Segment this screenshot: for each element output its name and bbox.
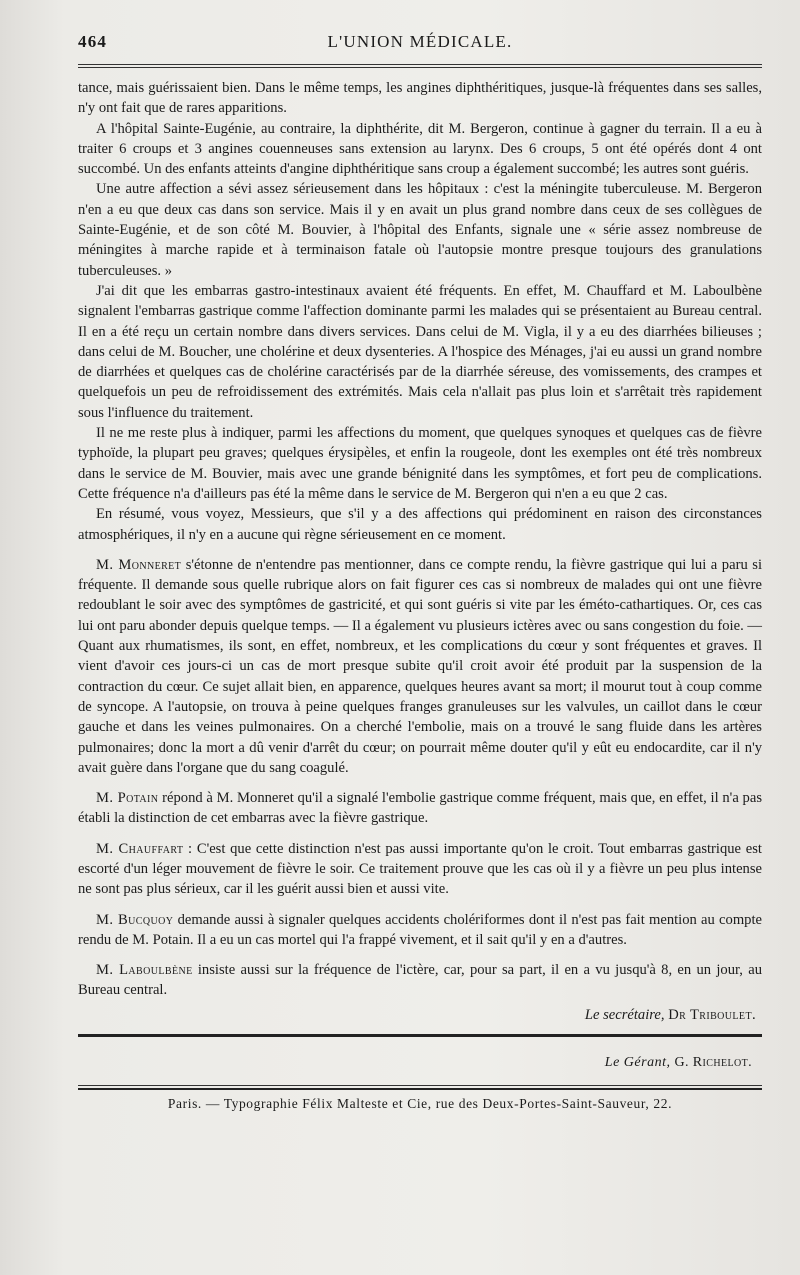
header-rule	[78, 64, 762, 68]
discussion-paragraph	[78, 910, 762, 951]
speaker-name: M. Laboulbène	[96, 962, 193, 979]
footer-rule-thick	[78, 1088, 762, 1090]
secretary-signature	[78, 1007, 762, 1024]
discussion-paragraph	[78, 788, 762, 829]
paragraph: tance, mais guérissaient bien. Dans le même temps, les angines diphthéritiques, jusque-là fréquentes dans ses salles, n'y ont fait que de rares apparitions.	[78, 80, 762, 117]
paragraph: J'ai dit que les embarras gastro-intestinaux avaient été fréquents. En effet, M. Chauffard et M. Laboulbène signalent l'embarras gastrique comme l'affection dominante parmi les malades qui se présentaient au Bureau central. Il en a été reçu un certain nombre dans divers services. Dans celui de M. Vigla, il y a eu des diarrhées bilieuses ; dans celui de M. Boucher, une cholérine et deux dysenteries. A l'hospice des Ménages, j'ai eu aussi un grand nombre de diarrhées et quelques cas de cholérine caractérisés par de la diarrhée séreuse, des vomissements, des crampes et quelquefois un peu de refroidissement des extrémités. Mais cela n'allait pas plus loin et s'arrêtait très rapidement sous l'influence du traitement.	[78, 282, 762, 421]
page-number: 464	[78, 32, 108, 51]
printer-imprint: Paris. — Typographie Félix Malteste et Cie, rue des Deux-Portes-Saint-Sauveur, 22.	[167, 1095, 673, 1111]
gerant-name: G. Richelot.	[674, 1054, 752, 1070]
speaker-name: M. Chauffart	[96, 840, 184, 857]
signature-role: Le secrétaire,	[584, 1006, 665, 1023]
paragraph-text: insiste aussi sur la fréquence de l'ictère, car, pour sa part, il en a vu jusqu'à 8, en un jour, au Bureau central.	[78, 962, 762, 999]
paragraph: Une autre affection a sévi assez sérieusement dans les hôpitaux : c'est la méningite tuberculeuse. M. Bergeron n'en a eu que deux cas dans son service. Mais il y en avait un plus grand nombre dans ceux de ses collègues de Sainte-Eugénie, et de son côté M. Bouvier, à l'hôpital des Enfants, signale une « série assez nombreuse de méningites à marche rapide et à terminaison fatale où l'autopsie montre presque toujours des granulations tuberculeuses. »	[78, 181, 762, 279]
footer-rule	[78, 1085, 762, 1086]
discussion-paragraph	[78, 839, 762, 900]
paragraph-text: répond à M. Monneret qu'il a signalé l'embolie gastrique comme fréquent, mais que, en effet, il n'a pas établi la distinction de cet embarras avec la fièvre gastrique.	[78, 790, 762, 827]
discussion-paragraph	[78, 555, 762, 778]
running-head	[78, 30, 762, 58]
paragraph-text: : C'est que cette distinction n'est pas aussi importante qu'on le croit. Tout embarras gastrique est escorté d'un léger mouvement de fièvre le soir. Ce traitement prouve que les cas où il y a fièvre un peu plus intense ne sont pas plus sérieux, car il les guérit aussi bien et aussi vite.	[78, 840, 762, 898]
speaker-name: M. Potain	[96, 790, 159, 807]
speaker-name: M. Monneret	[96, 556, 182, 573]
gerant-role: Le Gérant,	[604, 1054, 671, 1070]
paragraph: A l'hôpital Sainte-Eugénie, au contraire, la diphthérite, dit M. Bergeron, continue à gagner du terrain. Il a eu à traiter 6 croups et 3 angines couenneuses sans extension au larynx. Des 6 croups, 5 ont été opérés dont 4 ont succombé. Un des enfants atteints d'angine diphthéritique sans croup a également succombé; les autres sont guéris.	[78, 120, 762, 178]
paragraph: En résumé, vous voyez, Messieurs, que s'il y a des affections qui prédominent en raison des circonstances atmosphériques, il n'y en a aucune qui règne sérieusement en ce moment.	[78, 506, 762, 543]
paragraph-text: demande aussi à signaler quelques accidents cholériformes dont il n'est pas fait mention au compte rendu de M. Potain. Il a eu un cas mortel qui l'a frappé vivement, et il sait qu'il y en a d'autres.	[78, 911, 762, 948]
paragraph-text: s'étonne de n'entendre pas mentionner, dans ce compte rendu, la fièvre gastrique qui lui a paru si fréquente. Il demande sous quelle rubrique alors on fait figurer ces cas si nombreux de malades qui ont une fièvre redoublant le soir avec des symptômes de gastricité, et qui sont guéris si vite par les éméto-cathartiques. Or, ces cas lui ont paru abonder depuis quelque temps. — Il a également vu plusieurs ictères avec ou sans congestion du foie. — Quant aux rhumatismes, ils sont, en effet, nombreux, et les complications du cœur y sont fréquentes et graves. Il vient d'avoir ces jours-ci un cas de mort presque subite qu'il croit avoir été produit par la suspension de la contraction du cœur. Ce sujet allait bien, en apparence, quelques heures avant sa mort; il mourut tout à coup comme de syncope. A l'autopsie, on trouva à peine quelques franges granuleuses sur les valvules, un caillot dans le cœur gauche et dans les veines pulmonaires. On a cherché l'embolie, mais on a trouvé le sang fluide dans les artères pulmonaires; donc la mort a dû venir d'arrêt du cœur; on pourrait même douter qu'il y eût eu endocardite, car il n'y avait guère dans l'organe que du sang coagulé.	[78, 556, 762, 776]
paragraph: Il ne me reste plus à indiquer, parmi les affections du moment, que quelques synoques et quelques cas de fièvre typhoïde, la plupart peu graves; quelques érysipèles, et enfin la rougeole, dont les exemples ont été très nombreux dans le service de M. Bouvier, mais avec une grande bénignité dans les symptômes, et fort peu de complications. Cette fréquence n'a d'ailleurs pas été la même dans le service de M. Bergeron qui n'en a eu que 2 cas.	[78, 425, 762, 502]
journal-title: L'UNION MÉDICALE.	[327, 32, 513, 51]
signature-name: Dr Triboulet.	[668, 1006, 756, 1023]
article-body	[78, 78, 762, 1001]
discussion-paragraph	[78, 960, 762, 1001]
section-rule	[78, 1034, 762, 1037]
speaker-name: M. Bucquoy	[96, 911, 174, 928]
gerant-signature	[78, 1055, 762, 1071]
